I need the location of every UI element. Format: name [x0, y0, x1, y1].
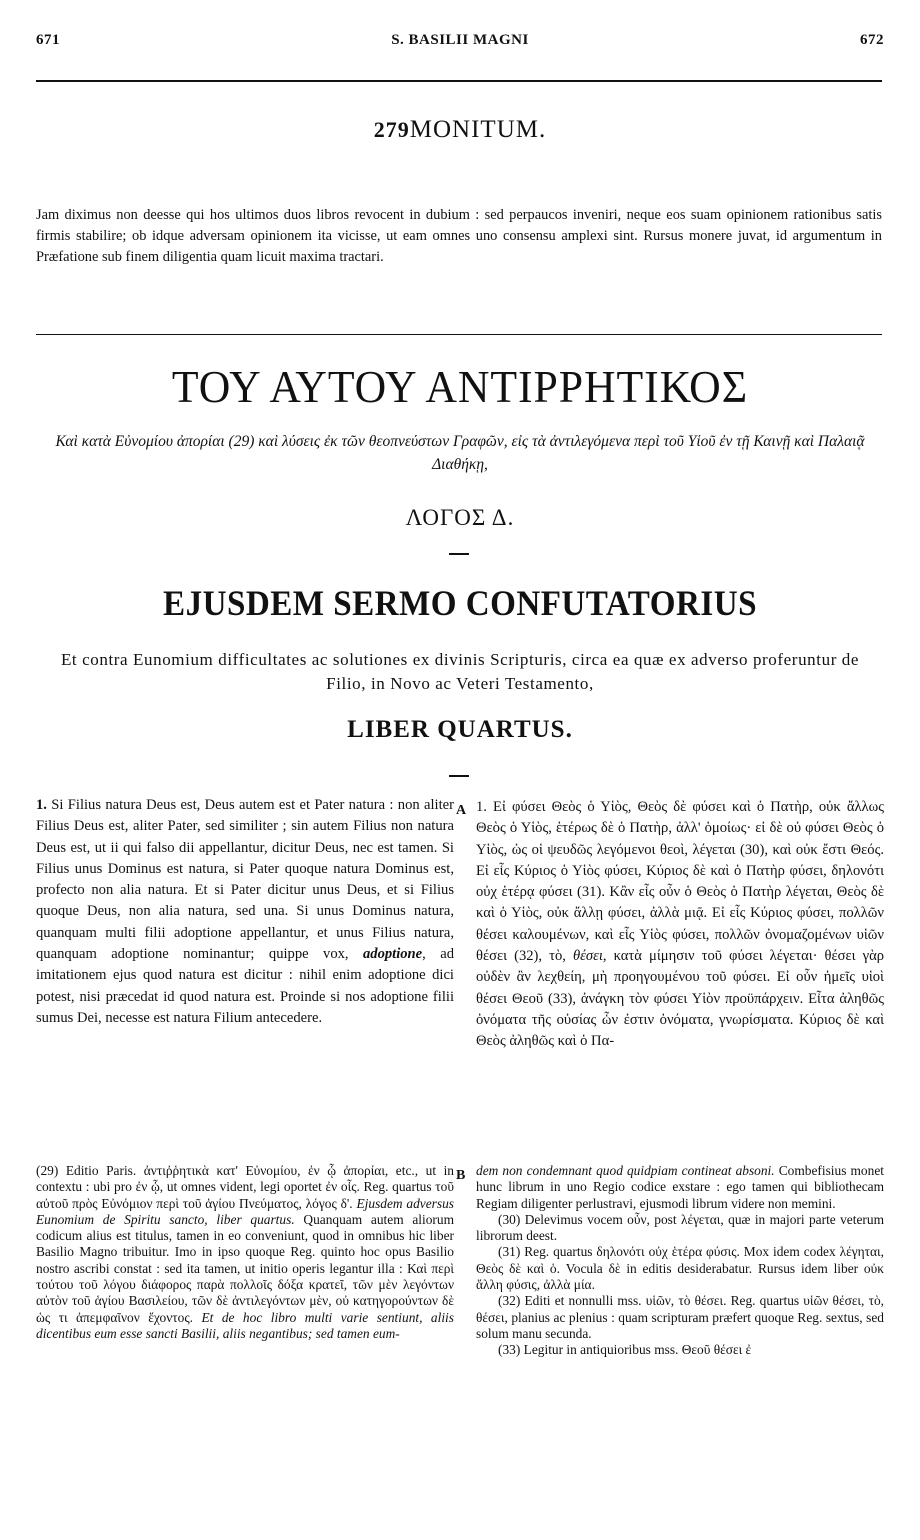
latin-paragraph-end: , ad imitationem ejus quod natura est dicitur : nihil enim adoptione dici potest, nisi præcedat id quod natura est. Proinde si nos adoptione filii sumus Dei, necesse est natura Filium antecedere.: [36, 946, 454, 1026]
greek-book-label: ΛΟΓΟΣ Δ.: [405, 505, 515, 530]
divider-dash: [449, 775, 469, 777]
paragraph-number: 1.: [36, 797, 47, 813]
greek-title: ΤΟΥ ΑΥΤΟΥ ΑΝΤΙΡΡΗΤΙΚΟΣ: [171, 361, 749, 412]
margin-letter-b: B: [456, 1168, 466, 1183]
monitum-text: Jam diximus non deesse qui hos ultimos duos libros revocent in dubium : sed perpaucos inveniri, neque eos suam opinionem rationibus satis firmis stabilire; ob idque adversam opinionem ita vicisse, ut eam omnes uno consensu amplexi sint. Rursus monere juvat, id argumentum in Præfatione sub finem diligentia quam licuit maxima tractari.: [36, 207, 882, 265]
greek-paragraph-end: , κατὰ μίμησιν τοῦ φύσει λέγεται· θέσει γὰρ οὐδὲν ἂν λεχθείη, μὴ προηγουμένου τοῦ φύσει. Εἰ οὖν ἡμεῖς υἱοὶ θέσει Θεοῦ (33), ἀνάγκη τὸν φύσει Υἱὸν προϋπάρχειν. Εἶτα ἀληθῶς ὀνόματα τῆς οὐσίας ὧν ἐστιν ὀνόματα, γνωρίσματα. Κύριος δὲ καὶ Θεὸς ἀληθῶς καὶ ὁ Πα-: [476, 948, 885, 1050]
section-rule: [36, 334, 882, 335]
footnote-30: (30) Delevimus vocem οὖν, post λέγεται, quæ in majori parte veterum librorum deest.: [476, 1211, 884, 1244]
footnote-italic: dem non condemnant quod quidpiam contineat absoni.: [476, 1163, 775, 1178]
latin-title: EJUSDEM SERMO CONFUTATORIUS: [163, 583, 757, 623]
page-number-left: 671: [36, 32, 60, 48]
latin-book-label: LIBER QUARTUS.: [347, 716, 573, 743]
header-rule: [36, 80, 882, 82]
footnote-text: Combefisius monet hunc librum in uno Regio codice exstare : ego tamen qui bibliothecam Regiam diligenter perlustravi, ejusmodi librum videre non memini.: [476, 1163, 884, 1211]
monitum-title: MONITUM.: [409, 116, 547, 143]
latin-italic-word: adoptione: [362, 946, 423, 963]
footnote-32: (32) Editi et nonnulli mss. υἱῶν, τὸ θέσει. Reg. quartus υἱῶν θέσει, τὸ, θέσει, planius ac plenius : quam scripturam præfert quoque Reg. sextus, sed solum manu secunda.: [476, 1293, 884, 1341]
footnote-text: (29) Editio Paris. ἀντιῤῥητικὰ κατ' Εὐνομίου, ἐν ᾧ ἀπορίαι, etc., ut in contextu : ubi pro ἐν ᾧ, ut omnes vident, legi oportet ἐν οἷς. Reg. quartus τοῦ αὐτοῦ πρὸς Εὐνόμιον περὶ τοῦ ἁγίου Πνεύματος, λόγος δ'.: [36, 1163, 454, 1211]
footnotes-right: [476, 1163, 884, 1359]
greek-paragraph: Εἰ φύσει Θεὸς ὁ Υἱὸς, Θεὸς δὲ φύσει καὶ ὁ Πατὴρ, οὐκ ἄλλως Θεὸς ὁ Υἱὸς, ἑτέρως δὲ ὁ Πατὴρ, ἀλλ' ὁμοίως· εἰ δὲ οὐ φύσει Θεὸς ὁ Υἱὸς, ὡς οἱ ψευδῶς λεγόμενοι θεοὶ, λέγεται (30), καὶ οὐκ ἔστι Θεός. Εἰ εἷς Κύριος ὁ Υἱὸς φύσει, Κύριος δὲ καὶ ὁ Πατὴρ φύσει, δηλονότι οὐχ ἑτέρᾳ φύσει (31). Κἂν εἷς οὖν ὁ Θεὸς ὁ Πατὴρ λέγεται, Θεὸς δὲ καὶ ὁ Υἱὸς, οὐκ ἄλλῃ φύσει, ἀλλὰ μιᾷ. Εἰ εἷς Κύριος φύσει, πολλῶν θέσει καλουμένων, καὶ εἷς Υἱὸς φύσει, πολλῶν ὀνομαζομένων υἱῶν θέσει (32), τὸ,: [476, 799, 885, 965]
footnote-italic: Et de hoc libro multi varie sentiunt, aliis dicentibus eum esse sancti Basilii, aliis negantibus; sed tamen eum-: [36, 1309, 454, 1341]
latin-paragraph: Si Filius natura Deus est, Deus autem est et Pater natura : non aliter Filius Deus est, aliter Pater, sed similiter ; sin autem Filius non natura Deus est, ut ii qui falso dii appellantur, dicitur Deus, nec est tamen. Si Filius unus Dominus est natura, si Pater quoque natura Dominus est, profecto non alia natura. Et si Pater dicitur unus Deus, et si Filius quoque Deus, non alia natura, sed una. Si unus Dominus natura, quanquam multi filii adoptione appellantur, et unus Filius natura, quanquam adoptione nominantur; quippe vox,: [36, 797, 454, 963]
monitum-number: 279: [373, 117, 410, 142]
paragraph-number: 1.: [476, 799, 487, 815]
running-title: S. BASILII MAGNI: [391, 32, 529, 48]
footnote-33: (33) Legitur in antiquioribus mss. Θεοῦ θέσει ἐ: [498, 1342, 752, 1358]
monitum-heading: [0, 116, 920, 144]
latin-column: [36, 795, 454, 1029]
divider-dash: [449, 553, 469, 555]
greek-subtitle: Καὶ κατὰ Εὐνομίου ἀπορίαι (29) καὶ λύσεις ἐκ τῶν θεοπνεύστων Γραφῶν, εἰς τὰ ἀντιλεγόμενα περὶ τοῦ Υἱοῦ ἐν τῇ Καινῇ καὶ Παλαιᾷ Διαθήκῃ,: [55, 433, 865, 473]
greek-italic-word: θέσει: [572, 948, 603, 965]
footnote-italic: Ejusdem adversus Eunomium de Spiritu sancto, liber quartus.: [36, 1195, 454, 1227]
footnote-29: [36, 1163, 454, 1342]
latin-subtitle: Et contra Eunomium difficultates ac solutiones ex divinis Scripturis, circa ea quæ ex adverso proferuntur de Filio, in Novo ac Veteri Testamento,: [60, 650, 860, 693]
page-number-right: 672: [860, 32, 884, 48]
greek-column: [476, 797, 884, 1053]
footnote-text: Quanquam autem aliorum codicum alius est titulus, tamen in eo conveniunt, quod in omnibus hic liber Basilio Magno tribuitur. Imo in ipso quoque Reg. quinto hoc opus Basilio nostro ascribi constat : sed ita tamen, ut initio operis legantur illa : Καὶ περὶ τούτου τοῦ λόγου διάφορος παρὰ πολλοῖς δόξα κρατεῖ, τῶν μὲν λεγόντων αὐτὸν τοῦ ἁγίου Βασιλείου, τῶν δὲ ἀντιλεγόντων μὲν, οὐ κατηγορούντων δὲ ὡς τι ἀπεμφαῖνον ἔχοντος.: [36, 1211, 454, 1325]
margin-letter-a: A: [456, 803, 467, 818]
footnote-31: (31) Reg. quartus δηλονότι οὐχ ἑτέρα φύσις. Mox idem codex λέγηται, Θεὸς δὲ καὶ ὁ. Vocula δὲ in editis desiderabatur. Rursus idem liber οὐκ ἄλλη φύσις, ἀλλὰ μία.: [476, 1244, 884, 1293]
